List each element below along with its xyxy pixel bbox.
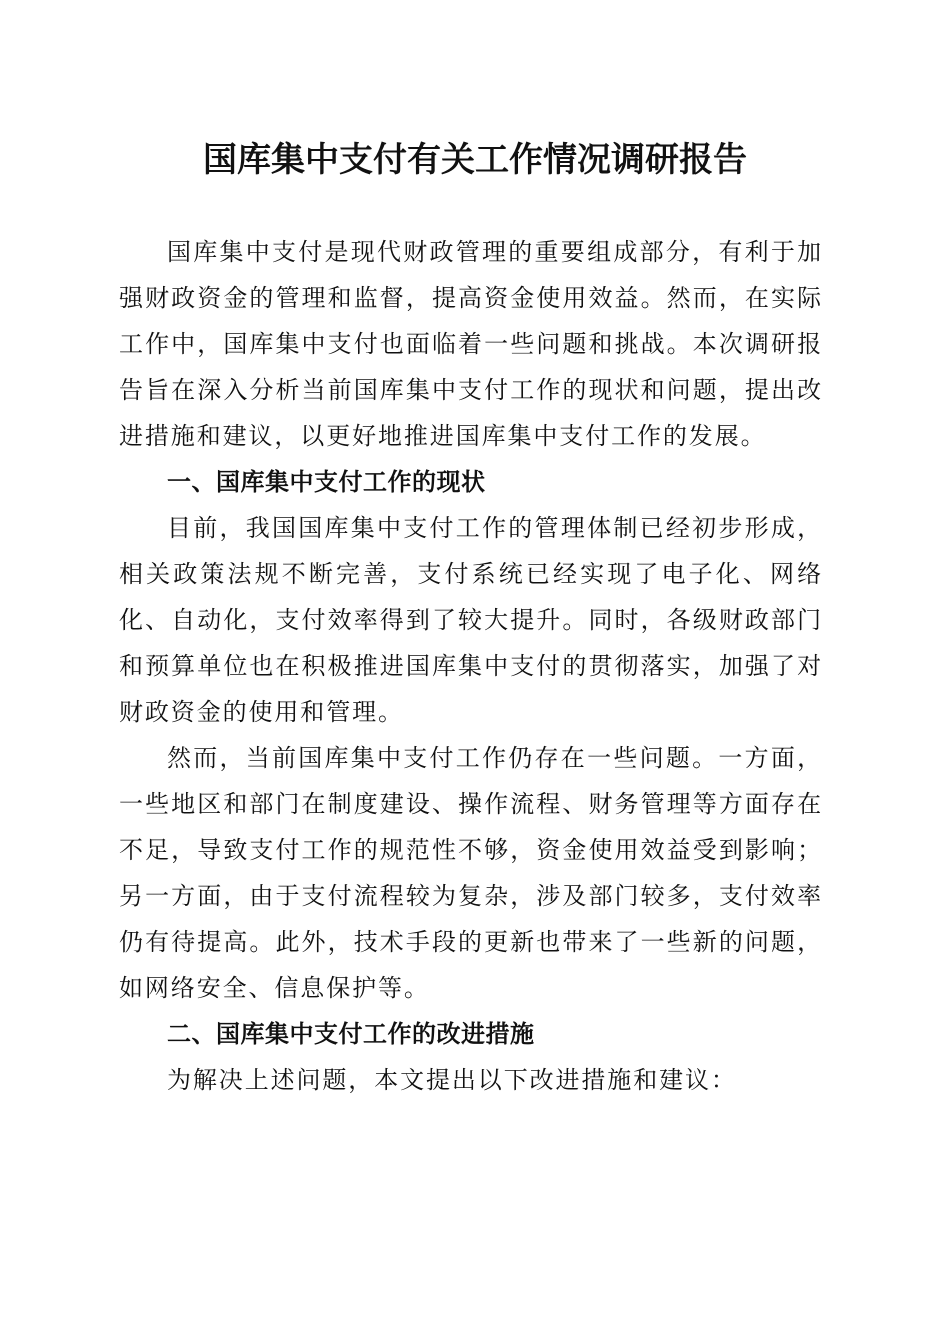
intro-paragraph: 国库集中支付是现代财政管理的重要组成部分，有利于加强财政资金的管理和监督，提高资金使用效益。然而，在实际工作中，国库集中支付也面临着一些问题和挑战。本次调研报告旨在深入分析当前国库集中支付工作的现状和问题，提出改进措施和建议，以更好地推进国库集中支付工作的发展。 bbox=[119, 238, 823, 450]
problems-paragraph: 然而，当前国库集中支付工作仍存在一些问题。一方面，一些地区和部门在制度建设、操作流程、财务管理等方面存在不足，导致支付工作的规范性不够，资金使用效益受到影响；另一方面，由于支付流程较为复杂，涉及部门较多，支付效率仍有待提高。此外，技术手段的更新也带来了一些新的问题，如网络安全、信息保护等。 bbox=[119, 744, 823, 1002]
section-heading-measures: 二、国库集中支付工作的改进措施 bbox=[167, 1020, 535, 1048]
section-heading-status: 一、国库集中支付工作的现状 bbox=[167, 468, 486, 496]
document-title: 国库集中支付有关工作情况调研报告 bbox=[203, 140, 747, 180]
status-paragraph: 目前，我国国库集中支付工作的管理体制已经初步形成，相关政策法规不断完善，支付系统已经实现了电子化、网络化、自动化，支付效率得到了较大提升。同时，各级财政部门和预算单位也在积极推进国库集中支付的贯彻落实，加强了对财政资金的使用和管理。 bbox=[119, 514, 823, 726]
measures-intro-paragraph: 为解决上述问题，本文提出以下改进措施和建议： bbox=[167, 1066, 737, 1094]
document-body bbox=[119, 229, 823, 1103]
